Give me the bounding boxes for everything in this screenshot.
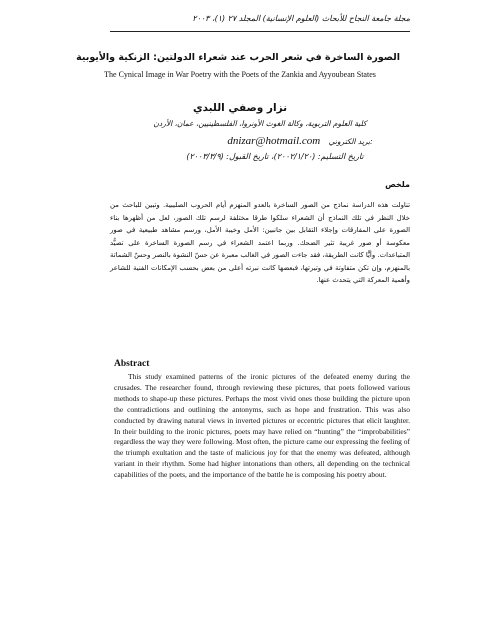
arabic-abstract-heading: ملخص xyxy=(385,180,410,189)
author-email[interactable]: dnizar@hotmail.com xyxy=(227,135,321,147)
header-rule xyxy=(110,31,410,32)
english-abstract-body: This study examined patterns of the ironic pictures of the defeated enemy during the crusades. The researcher found, through reviewing these pictures, that poets followed various methods to shape-up these pictures. Perhaps the most vivid ones those building the picture upon the contradictions and outlining the antonyms, such as hope and frustration. This was also conducted by drawing natural views in inverted pictures or eccentric pictures that elicit laughter. In their building to the ironic pictures, poets may have relied on “hunting” the “improbabilities” regardless the way they were following. Most often, the picture came our expressing the feeling of the triumph exultation and the taste of malicious joy for that the enemy was defeated, although variant in their rhythm. Some had higher intonations than others, all depending on the technical capabilities of the poets, and the importance of the battle he is composing his poetry about. xyxy=(114,372,410,480)
title-arabic: الصورة الساخرة في شعر الحرب عند شعراء الدولتين: الزنكية والأيوبية xyxy=(76,52,400,63)
journal-header: مجلة جامعة النجاح للأبحاث (العلوم الإنسانية) المجلد ٢٧ (١)، ٢٠٠٣ xyxy=(192,14,410,23)
english-abstract xyxy=(114,372,410,481)
email-label: بريد الكتروني: xyxy=(328,137,373,146)
email-row xyxy=(180,135,420,147)
english-abstract-heading: Abstract xyxy=(114,359,150,369)
title-english: The Cynical Image in War Poetry with the Poets of the Zankia and Ayyoubean States xyxy=(104,70,376,79)
arabic-abstract xyxy=(110,199,410,287)
author-name: نزار وصفي اللبدي xyxy=(192,102,288,114)
author-affiliation: كلية العلوم التربوية، وكالة الغوث الأونروا، الفلسطينيين، عمان، الأردن xyxy=(153,119,367,128)
submission-dates: تاريخ التسليم: (٢٠٠٢/١/٢٠)، تاريخ القبول: (٢٠٠٣/٣/٩) xyxy=(186,152,364,161)
arabic-abstract-body: تناولت هذه الدراسة نماذج من الصور الساخرة بالعدو المنهزم أيام الحروب الصليبية. وتبين للباحث من خلال النظر في تلك النماذج أن الشعراء سلكوا طرقا مختلفة لرسم تلك الصور، لعل من أظهرها بناء الصورة على المفارقات وإجلاء التقابل بين جانبين: الأمل وخيبة الأمل، ورسم مشاهد طبيعية في صور معكوسة أو صور غريبة تثير الضحك. وربما اعتمد الشعراء في رسم الصورة الساخرة على تصيُّد المتباعدات. وأيًّا كانت الطريقة، فقد جاءت الصور في الغالب معبرة عن حسّ النشوة بالنصر وحسّ الشماتة بالمنهزم، وإن تكن متفاوتة في وتيرتها، فبعضها كانت نبرته أعلى من بعض بحسب الإمكانات الفنية للشاعر وأهمية المعركة التي يتحدث عنها. xyxy=(110,201,410,284)
